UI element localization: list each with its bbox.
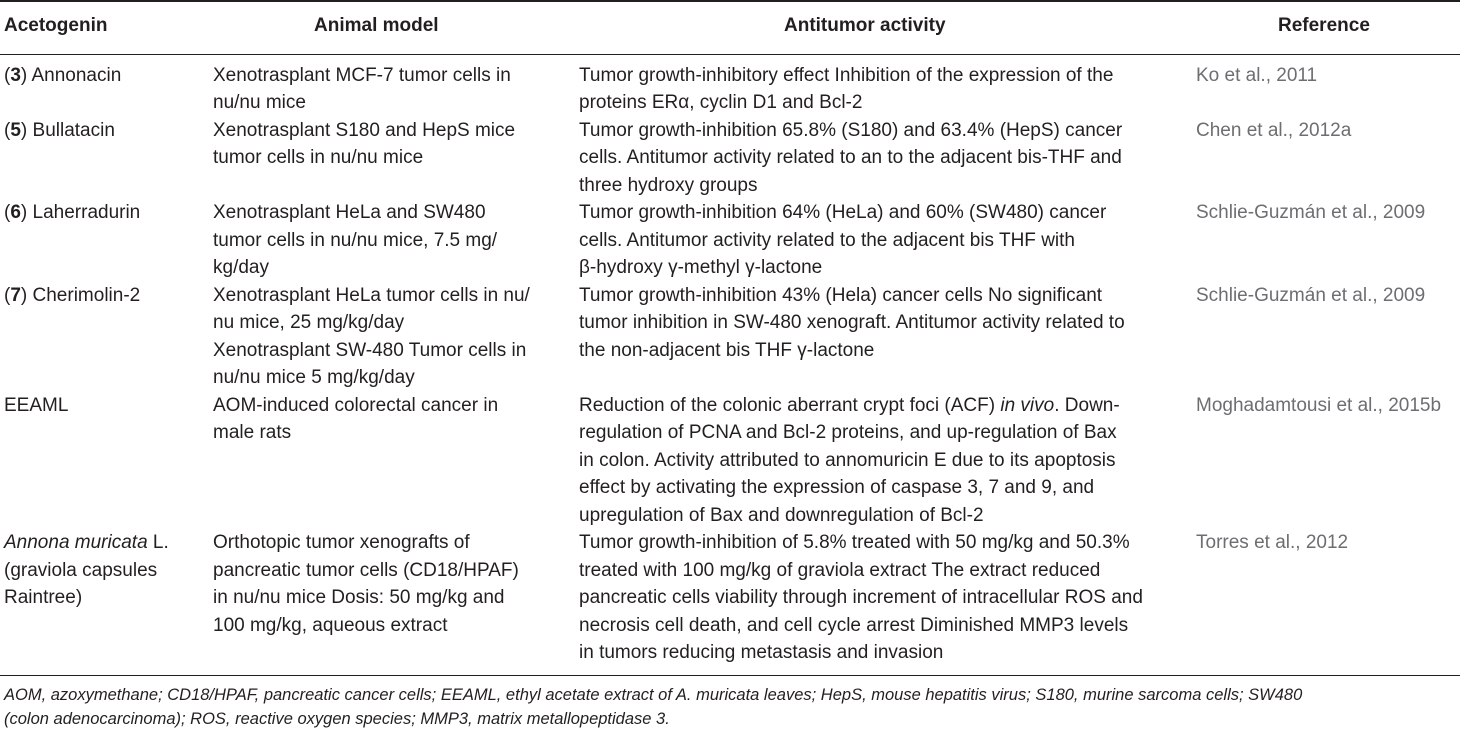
activity-line: Tumor growth-inhibition 65.8% (S180) and 63.4% (HepS) cancer [579, 119, 1123, 141]
cell-reference: Chen et al., 2012a [1196, 119, 1352, 141]
header-acetogenin: Acetogenin [0, 1, 213, 54]
cell-antitumor-activity [579, 199, 1196, 282]
cell-animal-model [213, 117, 579, 200]
cell-reference: Schlie-Guzmán et al., 2009 [1196, 284, 1426, 306]
model-line: nu/nu mice [213, 92, 306, 113]
activity-line: in tumors reducing metastasis and invasion [579, 642, 944, 663]
model-line: nu/nu mice 5 mg/kg/day [213, 367, 415, 388]
species-suffix: L. [147, 532, 169, 553]
activity-line: effect by activating the expression of caspase 3, 7 and 9, and [579, 477, 1095, 498]
activity-line: three hydroxy groups [579, 174, 758, 196]
header-antitumor-activity: Antitumor activity [579, 1, 1196, 54]
cell-acetogenin [0, 392, 213, 530]
activity-line: proteins ERα, cyclin D1 and Bcl-2 [579, 92, 863, 113]
model-line: kg/day [213, 257, 269, 278]
table-footnote [4, 683, 1444, 731]
cell-reference: Moghadamtousi et al., 2015b [1196, 394, 1442, 416]
activity-line: necrosis cell death, and cell cycle arrest Diminished MMP3 levels [579, 614, 1129, 636]
footnote-line: AOM, azoxymethane; CD18/HPAF, pancreatic cancer cells; EEAML, ethyl acetate extract of A. muricata leaves; HepS, mouse hepatitis virus; S180, murine sarcoma cells; SW480 [4, 686, 1303, 704]
acetogenin-name-line: (graviola capsules [4, 559, 158, 581]
cell-animal-model [213, 282, 579, 392]
table-row [0, 282, 1460, 392]
activity-text: . Down- [1054, 394, 1120, 416]
activity-line: cells. Antitumor activity related to an to the adjacent bis-THF and [579, 147, 1122, 168]
cell-reference: Torres et al., 2012 [1196, 529, 1460, 675]
model-line: in nu/nu mice Dosis: 50 mg/kg and [213, 587, 505, 608]
activity-line: the non-adjacent bis THF γ-lactone [579, 339, 875, 361]
compound-number: 3 [10, 64, 21, 86]
model-line: Xenotrasplant SW-480 Tumor cells in [213, 339, 527, 361]
model-line: Xenotrasplant HeLa tumor cells in nu/ [213, 284, 530, 306]
acetogenin-name: Laherradurin [32, 202, 141, 223]
model-line: Xenotrasplant S180 and HepS mice [213, 119, 516, 141]
activity-line: regulation of PCNA and Bcl-2 proteins, and up-regulation of Bax [579, 422, 1117, 443]
model-line: Xenotrasplant HeLa and SW480 [213, 202, 486, 223]
species-name: Annona muricata [4, 532, 148, 553]
cell-animal-model [213, 529, 579, 675]
table-row [0, 54, 1460, 117]
cell-antitumor-activity [579, 54, 1196, 117]
model-line: nu mice, 25 mg/kg/day [213, 312, 405, 333]
activity-line: treated with 100 mg/kg of graviola extract The extract reduced [579, 559, 1101, 581]
model-line: pancreatic tumor cells (CD18/HPAF) [213, 559, 519, 581]
acetogenin-name: Cherimolin-2 [32, 284, 141, 306]
header-row [0, 1, 1460, 54]
activity-line: β-hydroxy γ-methyl γ-lactone [579, 257, 823, 278]
activity-italic-text: in vivo [1000, 394, 1055, 416]
activity-line: cells. Antitumor activity related to the adjacent bis THF with [579, 229, 1075, 251]
cell-antitumor-activity [579, 117, 1196, 200]
compound-number: 5 [10, 119, 21, 141]
model-line: AOM-induced colorectal cancer in [213, 394, 499, 416]
cell-reference: Schlie-Guzmán et al., 2009 [1196, 202, 1426, 223]
cell-antitumor-activity [579, 392, 1196, 530]
cell-acetogenin: (7) Cherimolin-2 [4, 284, 141, 306]
footnote-line: (colon adenocarcinoma); ROS, reactive oxygen species; MMP3, matrix metallopeptidase 3. [4, 710, 670, 728]
acetogenin-name: Annonacin [31, 64, 122, 86]
activity-line: pancreatic cells viability through increment of intracellular ROS and [579, 587, 1143, 608]
cell-antitumor-activity [579, 529, 1196, 675]
model-line: tumor cells in nu/nu mice [213, 147, 424, 168]
cell-acetogenin [0, 529, 213, 675]
cell-acetogenin: (5) Bullatacin [4, 119, 115, 141]
model-line: Xenotrasplant MCF-7 tumor cells in [213, 64, 511, 86]
table-row [0, 199, 1460, 282]
model-line: male rats [213, 422, 292, 443]
acetogenin-name-line [4, 529, 213, 557]
compound-number: 7 [10, 284, 21, 306]
table-row [0, 117, 1460, 200]
activity-text: Reduction of the colonic aberrant crypt foci (ACF) [579, 394, 1001, 416]
activity-line: tumor inhibition in SW-480 xenograft. Antitumor activity related to [579, 312, 1125, 333]
activity-line: Tumor growth-inhibition 43% (Hela) cancer cells No significant [579, 284, 1103, 306]
model-line: 100 mg/kg, aqueous extract [213, 614, 448, 636]
table-row [0, 392, 1460, 530]
cell-antitumor-activity [579, 282, 1196, 392]
model-line: Orthotopic tumor xenografts of [213, 532, 470, 553]
activity-line: Tumor growth-inhibition 64% (HeLa) and 60% (SW480) cancer [579, 202, 1107, 223]
activity-line: Tumor growth-inhibition of 5.8% treated with 50 mg/kg and 50.3% [579, 532, 1130, 553]
acetogenin-name: Bullatacin [32, 119, 115, 141]
compound-number: 6 [10, 202, 21, 223]
activity-line: in colon. Activity attributed to annomuricin E due to its apoptosis [579, 449, 1116, 471]
cell-reference: Ko et al., 2011 [1196, 64, 1318, 86]
cell-animal-model [213, 392, 579, 530]
model-line: tumor cells in nu/nu mice, 7.5 mg/ [213, 229, 498, 251]
cell-acetogenin: (6) Laherradurin [4, 202, 141, 223]
header-animal-model: Animal model [213, 1, 579, 54]
header-reference: Reference [1196, 1, 1460, 54]
acetogenin-name-line: Raintree) [4, 587, 83, 608]
activity-line [579, 392, 1196, 420]
cell-animal-model [213, 54, 579, 117]
activity-line: Tumor growth-inhibitory effect Inhibition of the expression of the [579, 64, 1114, 86]
cell-acetogenin: (3) Annonacin [4, 64, 122, 86]
table-row [0, 529, 1460, 675]
acetogenin-name: EEAML [4, 394, 69, 416]
activity-line: upregulation of Bax and downregulation of Bcl-2 [579, 504, 984, 526]
cell-animal-model [213, 199, 579, 282]
